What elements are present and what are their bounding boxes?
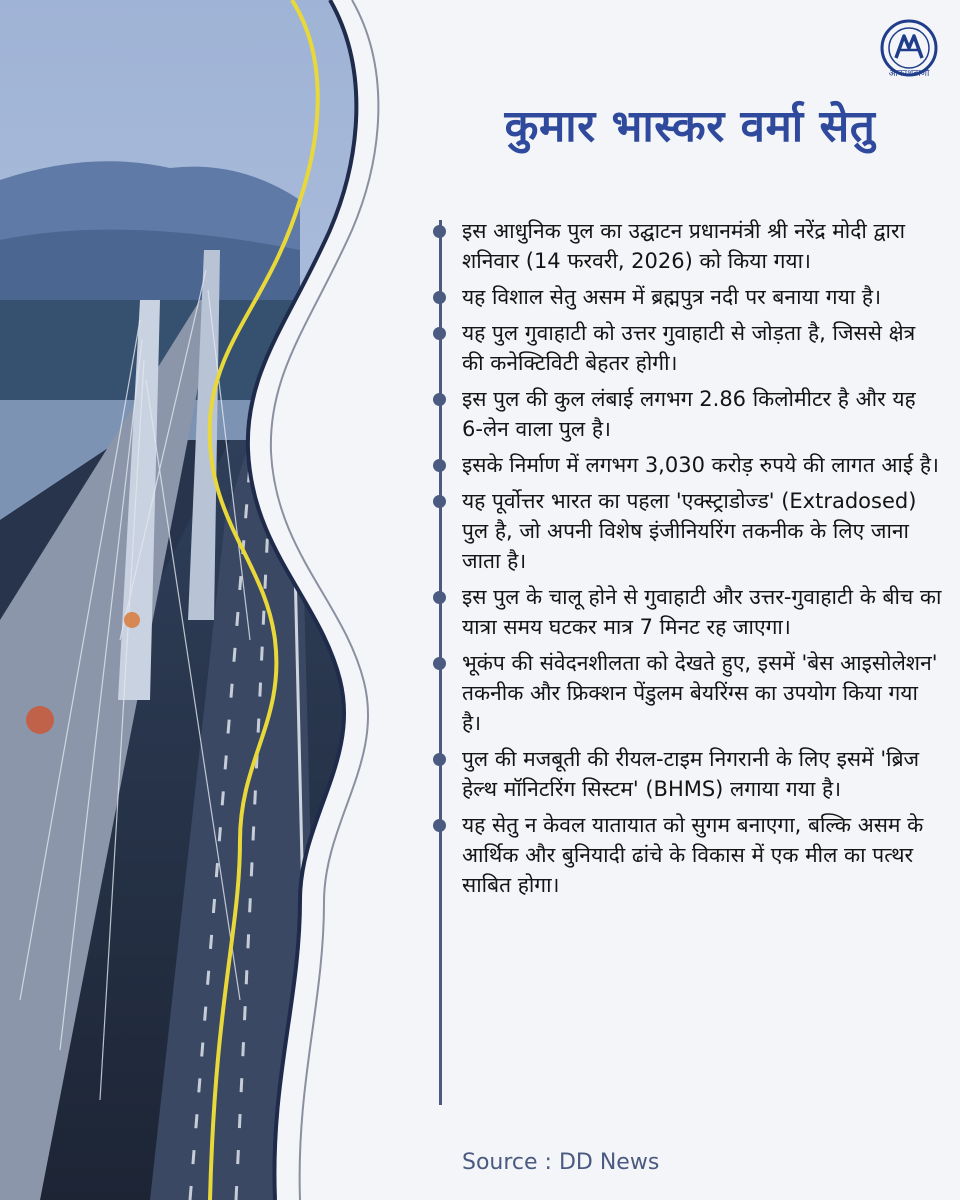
fact-item [462, 216, 942, 276]
page-title: कुमार भास्कर वर्मा सेतु [504, 101, 876, 152]
bullet-dot-icon [433, 753, 446, 766]
fact-item [462, 648, 942, 738]
fact-text: यह पूर्वोत्तर भारत का पहला 'एक्स्ट्राडोज्ड' (Extradosed) पुल है, जो अपनी विशेष इंजीनियरिंग तकनीक के लिए जाना जाता है। [462, 489, 917, 573]
fact-item [462, 582, 942, 642]
bullet-dot-icon [433, 459, 446, 472]
bullet-dot-icon [433, 657, 446, 670]
bullet-dot-icon [433, 393, 446, 406]
fact-item [462, 384, 942, 444]
source-credit: Source : DD News [462, 1150, 660, 1175]
fact-item [462, 450, 942, 480]
bullet-dot-icon [433, 327, 446, 340]
fact-text: भूकंप की संवेदनशीलता को देखते हुए, इसमें 'बेस आइसोलेशन' तकनीक और फ्रिक्शन पेंडुलम बेयरिंग्स का उपयोग किया गया है। [462, 651, 938, 735]
fact-text: यह विशाल सेतु असम में ब्रह्मपुत्र नदी पर बनाया गया है। [462, 285, 882, 309]
fact-item [462, 318, 942, 378]
bullet-dot-icon [433, 291, 446, 304]
logo-caption: आकाशवाणी [888, 69, 930, 79]
bullet-dot-icon [433, 225, 446, 238]
fact-text: पुल की मजबूती की रीयल-टाइम निगरानी के लिए इसमें 'ब्रिज हेल्थ मॉनिटरिंग सिस्टम' (BHMS) लगाया गया है। [462, 747, 920, 801]
bullet-dot-icon [433, 819, 446, 832]
fact-text: इस पुल की कुल लंबाई लगभग 2.86 किलोमीटर है और यह 6-लेन वाला पुल है। [462, 387, 916, 441]
fact-text: यह पुल गुवाहाटी को उत्तर गुवाहाटी से जोड़ता है, जिससे क्षेत्र की कनेक्टिविटी बेहतर होगी। [462, 321, 916, 375]
fact-item [462, 810, 942, 900]
bullet-dot-icon [433, 591, 446, 604]
fact-item [462, 486, 942, 576]
bullet-dot-icon [433, 495, 446, 508]
fact-list [462, 216, 942, 906]
fact-item [462, 744, 942, 804]
bridge-photo [0, 0, 460, 1200]
fact-text: इसके निर्माण में लगभग 3,030 करोड़ रुपये की लागत आई है। [462, 453, 939, 477]
fact-text: यह सेतु न केवल यातायात को सुगम बनाएगा, बल्कि असम के आर्थिक और बुनियादी ढांचे के विकास में एक मील का पत्थर साबित होगा। [462, 813, 924, 897]
fact-text: इस पुल के चालू होने से गुवाहाटी और उत्तर-गुवाहाटी के बीच का यात्रा समय घटकर मात्र 7 मिनट रह जाएगा। [462, 585, 942, 639]
fact-text: इस आधुनिक पुल का उद्घाटन प्रधानमंत्री श्री नरेंद्र मोदी द्वारा शनिवार (14 फरवरी, 2026) को किया गया। [462, 219, 906, 273]
fact-item [462, 282, 942, 312]
